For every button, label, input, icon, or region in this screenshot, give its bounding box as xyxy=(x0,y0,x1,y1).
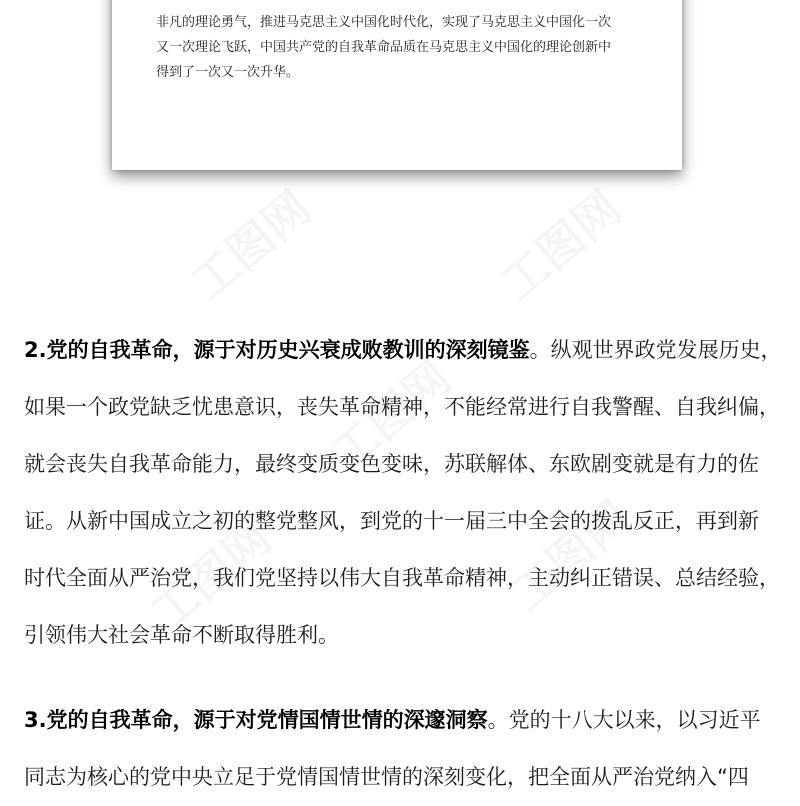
paragraph-line xyxy=(24,322,780,379)
quote-card-text xyxy=(156,10,656,85)
paragraph-line: 就会丧失自我革命能力，最终变质变色变味，苏联解体、东欧剧变就是有力的佐 xyxy=(24,452,759,476)
paragraph-text: 。党的十八大以来，以习近平 xyxy=(487,708,761,732)
paragraph-line: 证。从新中国成立之初的整党整风，到党的十一届三中全会的拨乱反正，再到新 xyxy=(24,509,759,533)
card-text-line: 非凡的理论勇气，推进马克思主义中国化时代化，实现了马克思主义中国化一次 xyxy=(156,15,612,30)
paragraph-section-3 xyxy=(24,692,780,806)
quote-card xyxy=(112,0,682,170)
section-heading: 2.党的自我革命，源于对历史兴衰成败教训的深刻镜鉴 xyxy=(24,338,530,362)
section-heading: 3.党的自我革命，源于对党情国情世情的深邃洞察 xyxy=(24,708,488,732)
watermark xyxy=(485,173,633,312)
watermark xyxy=(175,173,323,312)
paragraph-line: 同志为核心的党中央立足于党情国情世情的深刻变化，把全面从严治党纳入“四 xyxy=(24,765,749,789)
paragraph-line: 引领伟大社会革命不断取得胜利。 xyxy=(24,623,339,647)
paragraph-line: 如果一个政党缺乏忧患意识，丧失革命精神，不能经常进行自我警醒、自我纠偏， xyxy=(24,395,780,419)
card-text-line: 又一次理论飞跃，中国共产党的自我革命品质在马克思主义中国化的理论创新中 xyxy=(156,40,612,55)
paragraph-text: 。纵观世界政党发展历史， xyxy=(529,338,782,362)
paragraph-line xyxy=(24,692,780,749)
paragraph-line: 时代全面从严治党，我们党坚持以伟大自我革命精神，主动纠正错误、总结经验， xyxy=(24,566,780,590)
paragraph-section-2 xyxy=(24,322,780,664)
card-text-line: 得到了一次又一次升华。 xyxy=(156,65,300,80)
